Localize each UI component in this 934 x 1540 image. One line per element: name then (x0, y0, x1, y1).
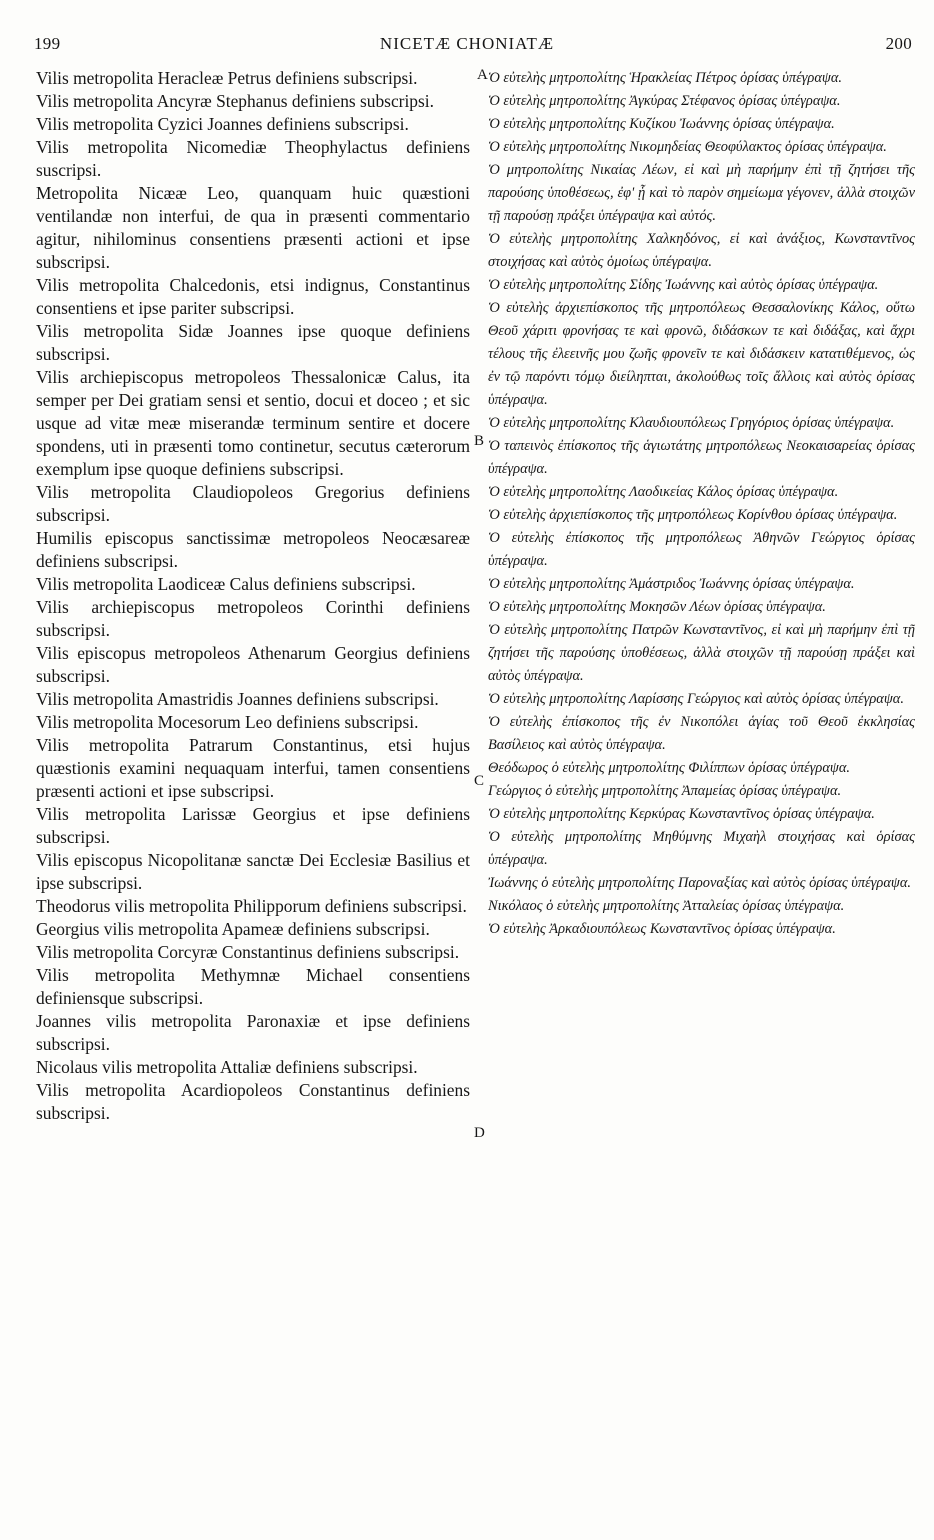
greek-subscription: Ὁ ταπεινὸς ἐπίσκοπος τῆς ἁγιωτάτης μητροπόλεως Νεοκαισαρείας ὁρίσας ὑπέγραψα. (488, 438, 915, 477)
latin-subscription: Vilis episcopus metropoleos Athenarum Georgius definiens subscripsi. (36, 643, 470, 686)
running-title: NICETÆ CHONIATÆ (379, 34, 555, 53)
latin-subscription: Vilis episcopus Nicopolitanæ sanctæ Dei Ecclesiæ Basilius et ipse subscripsi. (36, 850, 470, 893)
greek-subscription: Ὁ εὐτελὴς ἐπίσκοπος τῆς μητροπόλεως Ἀθηνῶν Γεώργιος ὁρίσας ὑπέγραψα. (488, 530, 915, 569)
greek-subscription: Ὁ εὐτελὴς μητροπολίτης Νικομηδείας Θεοφύλακτος ὁρίσας ὑπέγραψα. (488, 139, 887, 155)
latin-subscription: Vilis metropolita Methymnæ Michael consentiens definiensque subscripsi. (36, 965, 470, 1008)
latin-subscription: Vilis archiepiscopus metropoleos Corinthi definiens subscripsi. (36, 597, 470, 640)
page-number-left: 199 (34, 34, 61, 53)
latin-subscription: Vilis metropolita Heracleæ Petrus definiens subscripsi. (36, 68, 418, 88)
latin-subscription: Vilis metropolita Chalcedonis, etsi indignus, Constantinus consentiens et ipse pariter subscripsi. (36, 275, 470, 318)
greek-subscription: Ὁ εὐτελὴς μητροπολίτης Μοκησῶν Λέων ὁρίσας ὑπέγραψα. (488, 599, 826, 615)
greek-subscription: Ὁ εὐτελὴς ἀρχιεπίσκοπος τῆς μητροπόλεως Θεσσαλονίκης Κάλος, οὕτω Θεοῦ χάριτι φρονήσας τε καὶ φρονῶ, διδάσκων τε καὶ διδάξας, καὶ ἄχρι τέλους τῆς ἐλεεινῆς μου ζωῆς φρονεῖν τε καὶ διδάσκειν κατατιθέμενος, ὡς ἐν τῷ παρόντι τόμῳ διείληπται, ἀκολούθως τοῖς ἄλλοις καὶ αὐτὸς ὁρίσας ὑπέγραψα. (488, 300, 915, 408)
greek-column (488, 67, 915, 941)
latin-subscription: Joannes vilis metropolita Paronaxiæ et ipse definiens subscripsi. (36, 1011, 470, 1054)
latin-column (36, 67, 470, 1125)
latin-subscription: Vilis metropolita Cyzici Joannes definiens subscripsi. (36, 114, 409, 134)
greek-subscription: Ὁ εὐτελὴς μητροπολίτης Λαρίσσης Γεώργιος καὶ αὐτὸς ὁρίσας ὑπέγραψα. (488, 691, 904, 707)
greek-subscription: Ὁ μητροπολίτης Νικαίας Λέων, εἰ καὶ μὴ παρήμην ἐπὶ τῇ ζητήσει τῆς παρούσης ὑποθέσεως, ἐφ' ᾗ καὶ τὸ παρὸν σημείωμα γέγονεν, ἀλλὰ στοιχῶν τῇ παρούσῃ πράξει ὑπέγραψα καὶ αὐτός. (488, 162, 915, 224)
greek-subscription: Γεώργιος ὁ εὐτελὴς μητροπολίτης Ἀπαμείας ὁρίσας ὑπέγραψα. (488, 783, 842, 799)
latin-subscription: Nicolaus vilis metropolita Attaliæ definiens subscripsi. (36, 1057, 418, 1077)
margin-marker-d: D (474, 1125, 485, 1141)
greek-subscription: Ὁ εὐτελὴς μητροπολίτης Κυζίκου Ἰωάννης ὁρίσας ὑπέγραψα. (488, 116, 835, 132)
greek-subscription: Ἰωάννης ὁ εὐτελὴς μητροπολίτης Παροναξίας καὶ αὐτὸς ὁρίσας ὑπέγραψα. (488, 875, 911, 891)
greek-subscription: Ὁ εὐτελὴς μητροπολίτης Κλαυδιουπόλεως Γρηγόριος ὁρίσας ὑπέγραψα. (488, 415, 895, 431)
margin-marker-b: B (474, 433, 485, 449)
latin-subscription: Vilis metropolita Patrarum Constantinus, etsi hujus quæstionis examini nequaquam interfui, tamen consentiens præsenti actioni et ipse subscripsi. (36, 735, 470, 801)
page-header (0, 0, 934, 60)
greek-subscription: Ὁ εὐτελὴς μητροπολίτης Ἀγκύρας Στέφανος ὁρίσας ὑπέγραψα. (488, 93, 841, 109)
latin-subscription: Vilis metropolita Mocesorum Leo definiens subscripsi. (36, 712, 419, 732)
greek-subscription: Θεόδωρος ὁ εὐτελὴς μητροπολίτης Φιλίππων ὁρίσας ὑπέγραψα. (488, 760, 850, 776)
latin-subscription: Metropolita Nicææ Leo, quanquam huic quæstioni ventilandæ non interfui, de qua in præsenti commentario agitur, nihilominus consentiens præsenti actioni et ipse subscripsi. (36, 183, 470, 272)
greek-subscription: Ὁ εὐτελὴς μητροπολίτης Χαλκηδόνος, εἰ καὶ ἀνάξιος, Κωνσταντῖνος στοιχήσας καὶ αὐτὸς ὁμοίως ὑπέγραψα. (488, 231, 915, 270)
latin-subscription: Vilis metropolita Corcyræ Constantinus definiens subscripsi. (36, 942, 460, 962)
latin-subscription: Vilis metropolita Ancyræ Stephanus definiens subscripsi. (36, 91, 434, 111)
latin-subscription: Theodorus vilis metropolita Philipporum definiens subscripsi. (36, 896, 467, 916)
greek-subscription: Ὁ εὐτελὴς μητροπολίτης Πατρῶν Κωνσταντῖνος, εἰ καὶ μὴ παρήμην ἐπὶ τῇ ζητήσει τῆς παρούσης ὑποθέσεως, ἀλλὰ στοιχῶν τῇ παρούσῃ πράξει καὶ αὐτὸς ὑπέγραψα. (488, 622, 915, 684)
latin-subscription: Vilis metropolita Sidæ Joannes ipse quoque definiens subscripsi. (36, 321, 470, 364)
latin-subscription: Vilis metropolita Acardiopoleos Constantinus definiens subscripsi. (36, 1080, 470, 1123)
greek-subscription: Ὁ εὐτελὴς ἐπίσκοπος τῆς ἐν Νικοπόλει ἁγίας τοῦ Θεοῦ ἐκκλησίας Βασίλειος καὶ αὐτὸς ὑπέγραψα. (488, 714, 915, 753)
greek-subscription: Ὁ εὐτελὴς Ἀρκαδιουπόλεως Κωνσταντῖνος ὁρίσας ὑπέγραψα. (488, 921, 836, 937)
latin-subscription: Humilis episcopus sanctissimæ metropoleos Neocæsareæ definiens subscripsi. (36, 528, 470, 571)
greek-subscription: Ὁ εὐτελὴς μητροπολίτης Λαοδικείας Κάλος ὁρίσας ὑπέγραψα. (488, 484, 839, 500)
latin-subscription: Vilis archiepiscopus metropoleos Thessalonicæ Calus, ita semper per Dei gratiam sensi et sentio, docui et doceo ; et sic usque ad vitæ meæ miserandæ terminum sentire et docere spondens, uti in præsenti tomo continetur, secutus cæterorum exemplum ipse quoque definiens subscripsi. (36, 367, 470, 479)
greek-subscription: Ὁ εὐτελὴς μητροπολίτης Κερκύρας Κωνσταντῖνος ὁρίσας ὑπέγραψα. (488, 806, 875, 822)
greek-subscription: Ὁ εὐτελὴς μητροπολίτης Μηθύμνης Μιχαὴλ στοιχήσας καὶ ὁρίσας ὑπέγραψα. (488, 829, 915, 868)
page-number-right: 200 (885, 34, 912, 53)
latin-subscription: Vilis metropolita Claudiopoleos Gregorius definiens subscripsi. (36, 482, 470, 525)
margin-marker-c: C (474, 773, 485, 789)
greek-subscription: Ὁ εὐτελὴς μητροπολίτης Ἀμάστριδος Ἰωάννης ὁρίσας ὑπέγραψα. (488, 576, 855, 592)
latin-subscription: Vilis metropolita Amastridis Joannes definiens subscripsi. (36, 689, 439, 709)
greek-subscription: Ὁ εὐτελὴς ἀρχιεπίσκοπος τῆς μητροπόλεως Κορίνθου ὁρίσας ὑπέγραψα. (488, 507, 898, 523)
latin-subscription: Vilis metropolita Laodiceæ Calus definiens subscripsi. (36, 574, 416, 594)
latin-subscription: Vilis metropolita Larissæ Georgius et ipse definiens subscripsi. (36, 804, 470, 847)
greek-subscription: Ὁ εὐτελὴς μητροπολίτης Σίδης Ἰωάννης καὶ αὐτὸς ὁρίσας ὑπέγραψα. (488, 277, 879, 293)
latin-subscription: Georgius vilis metropolita Apameæ definiens subscripsi. (36, 919, 430, 939)
greek-subscription: Νικόλαος ὁ εὐτελὴς μητροπολίτης Ἀτταλείας ὁρίσας ὑπέγραψα. (488, 898, 845, 914)
margin-marker-a: A (477, 67, 488, 83)
greek-subscription: Ὁ εὐτελὴς μητροπολίτης Ἡρακλείας Πέτρος ὁρίσας ὑπέγραψα. (488, 70, 842, 86)
latin-subscription: Vilis metropolita Nicomediæ Theophylactus definiens suscripsi. (36, 137, 470, 180)
